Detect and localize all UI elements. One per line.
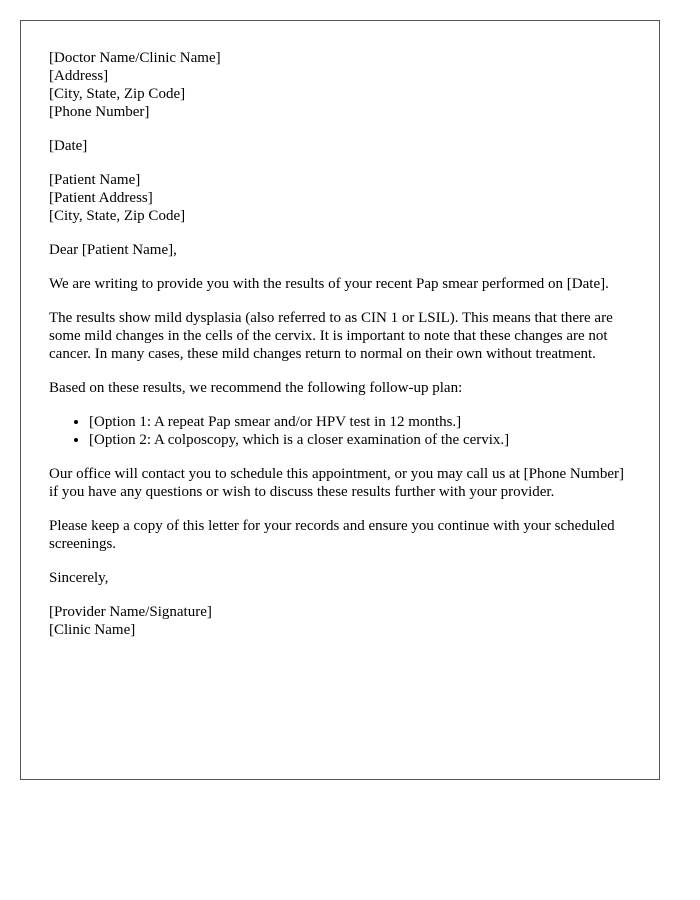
intro-paragraph: We are writing to provide you with the results of your recent Pap smear performed on [Date]. [49,276,609,292]
results-paragraph: The results show mild dysplasia (also referred to as CIN 1 or LSIL). This means that there are some mild changes in the cells of the cervix. It is important to note that these changes are not cancer. In many cases, these mild changes return to normal on their own without treatment. [49,310,613,362]
records-paragraph: Please keep a copy of this letter for your records and ensure you continue with your scheduled screenings. [49,518,615,552]
clinic-name: [Clinic Name] [49,622,136,638]
follow-up-option-2: • [Option 2: A colposcopy, which is a closer examination of the cervix.] [89,431,633,449]
date-block [49,137,633,155]
contact-paragraph: Our office will contact you to schedule this appointment, or you may call us at [Phone Number] if you have any questions or wish to discuss these results further with your provider. [49,466,625,500]
sender-phone: [Phone Number] [49,104,150,120]
salutation: Dear [Patient Name], [49,242,177,258]
signature-block [49,603,633,639]
closing: Sincerely, [49,570,109,586]
letter-content [49,49,633,639]
sender-address: [Address] [49,68,109,84]
sender-name: [Doctor Name/Clinic Name] [49,50,221,66]
recipient-address: [Patient Address] [49,190,153,206]
recipient-block [49,171,633,225]
recommendation-intro: Based on these results, we recommend the following follow-up plan: [49,380,463,396]
letter-page [20,20,660,780]
follow-up-options-list [49,413,633,449]
recipient-city-state-zip: [City, State, Zip Code] [49,208,186,224]
recipient-name: [Patient Name] [49,172,141,188]
provider-signature: [Provider Name/Signature] [49,604,212,620]
sender-city-state-zip: [City, State, Zip Code] [49,86,186,102]
sender-block [49,49,633,121]
follow-up-option-1: • [Option 1: A repeat Pap smear and/or HPV test in 12 months.] [89,413,633,431]
letter-date: [Date] [49,138,88,154]
